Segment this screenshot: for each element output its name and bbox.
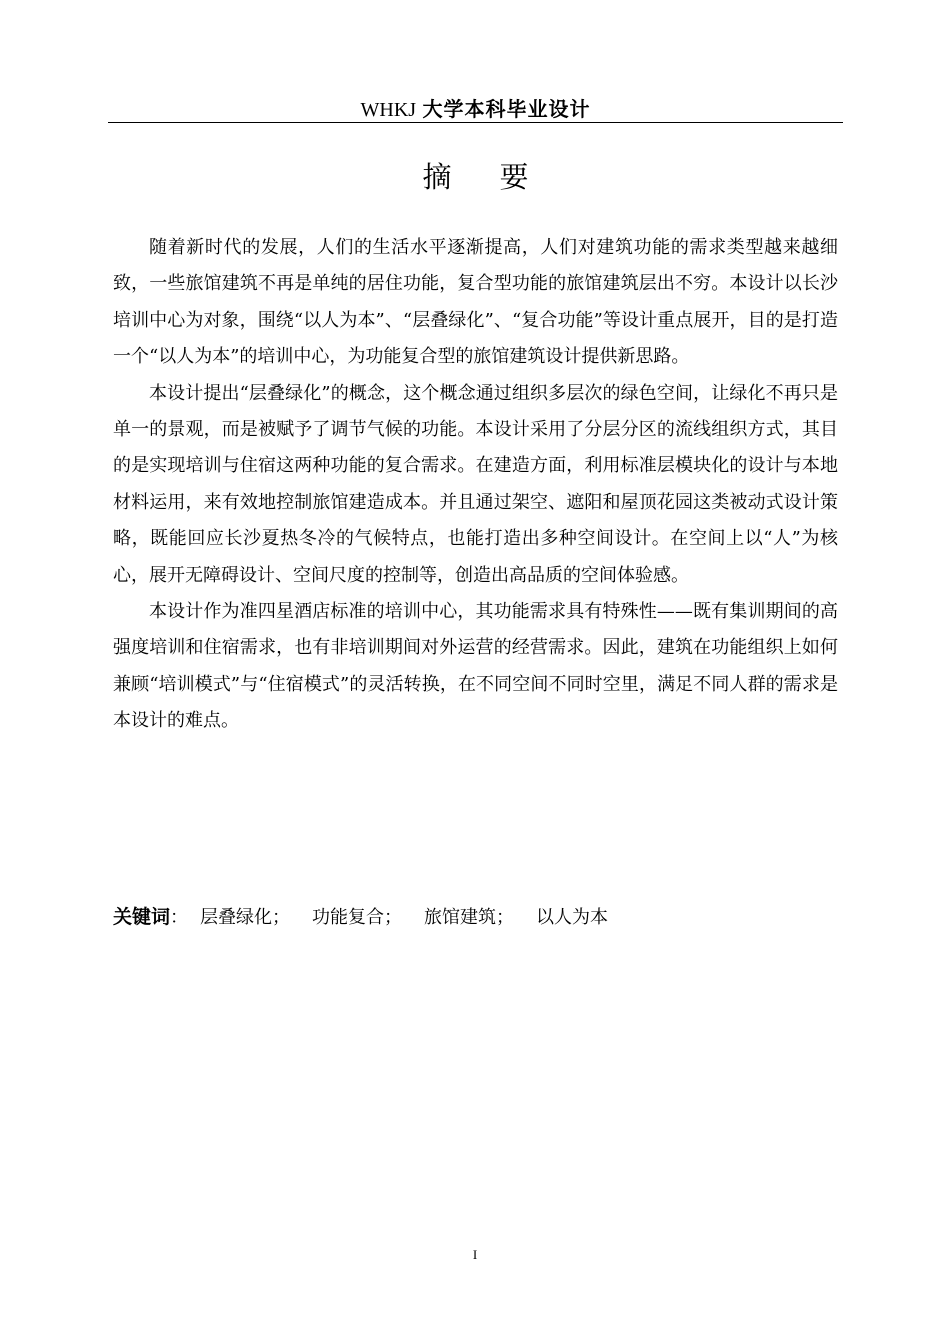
abstract-paragraph-3: 本设计作为准四星酒店标准的培训中心，其功能需求具有特殊性——既有集训期间的高强度培训和住宿需求，也有非培训期间对外运营的经营需求。因此，建筑在功能组织上如何兼顾“培训模式”与“住宿模式”的灵活转换，在不同空间不同时空里，满足不同人群的需求是本设计的难点。: [113, 601, 838, 732]
header-document-type: 大学本科毕业设计: [422, 97, 591, 121]
header-divider: [108, 122, 843, 123]
keyword-item: 旅馆建筑；: [424, 907, 515, 928]
keyword-item: 层叠绿化；: [200, 907, 291, 928]
abstract-paragraph-2: 本设计提出“层叠绿化”的概念，这个概念通过组织多层次的绿色空间，让绿化不再只是单一的景观，而是被赋予了调节气候的功能。本设计采用了分层分区的流线组织方式，其目的是实现培训与住宿这两种功能的复合需求。在建造方面，利用标准层模块化的设计与本地材料运用，来有效地控制旅馆建造成本。并且通过架空、遮阳和屋顶花园这类被动式设计策略，既能回应长沙夏热冬冷的气候特点，也能打造出多种空间设计。在空间上以“人”为核心，展开无障碍设计、空间尺度的控制等，创造出高品质的空间体验感。: [113, 382, 838, 586]
keywords-line: [113, 902, 838, 933]
title-char-1: 摘: [422, 160, 452, 194]
header-school-code: WHKJ: [360, 99, 417, 121]
title-char-2: 要: [499, 160, 529, 194]
keywords-colon: ：: [170, 907, 189, 928]
keyword-item: 以人为本: [536, 907, 609, 928]
abstract-paragraph-1: 随着新时代的发展，人们的生活水平逐渐提高，人们对建筑功能的需求类型越来越细致，一些旅馆建筑不再是单纯的居住功能，复合型功能的旅馆建筑层出不穷。本设计以长沙培训中心为对象，围绕“以人为本”、“层叠绿化”、“复合功能”等设计重点展开，目的是打造一个“以人为本”的培训中心，为功能复合型的旅馆建筑设计提供新思路。: [113, 237, 838, 368]
page-header: [108, 96, 843, 122]
keyword-item: 功能复合；: [312, 907, 403, 928]
abstract-body: [113, 230, 838, 740]
page-title: [108, 157, 843, 197]
page-number: I: [472, 1247, 478, 1262]
keywords-label: 关键词: [113, 906, 171, 928]
